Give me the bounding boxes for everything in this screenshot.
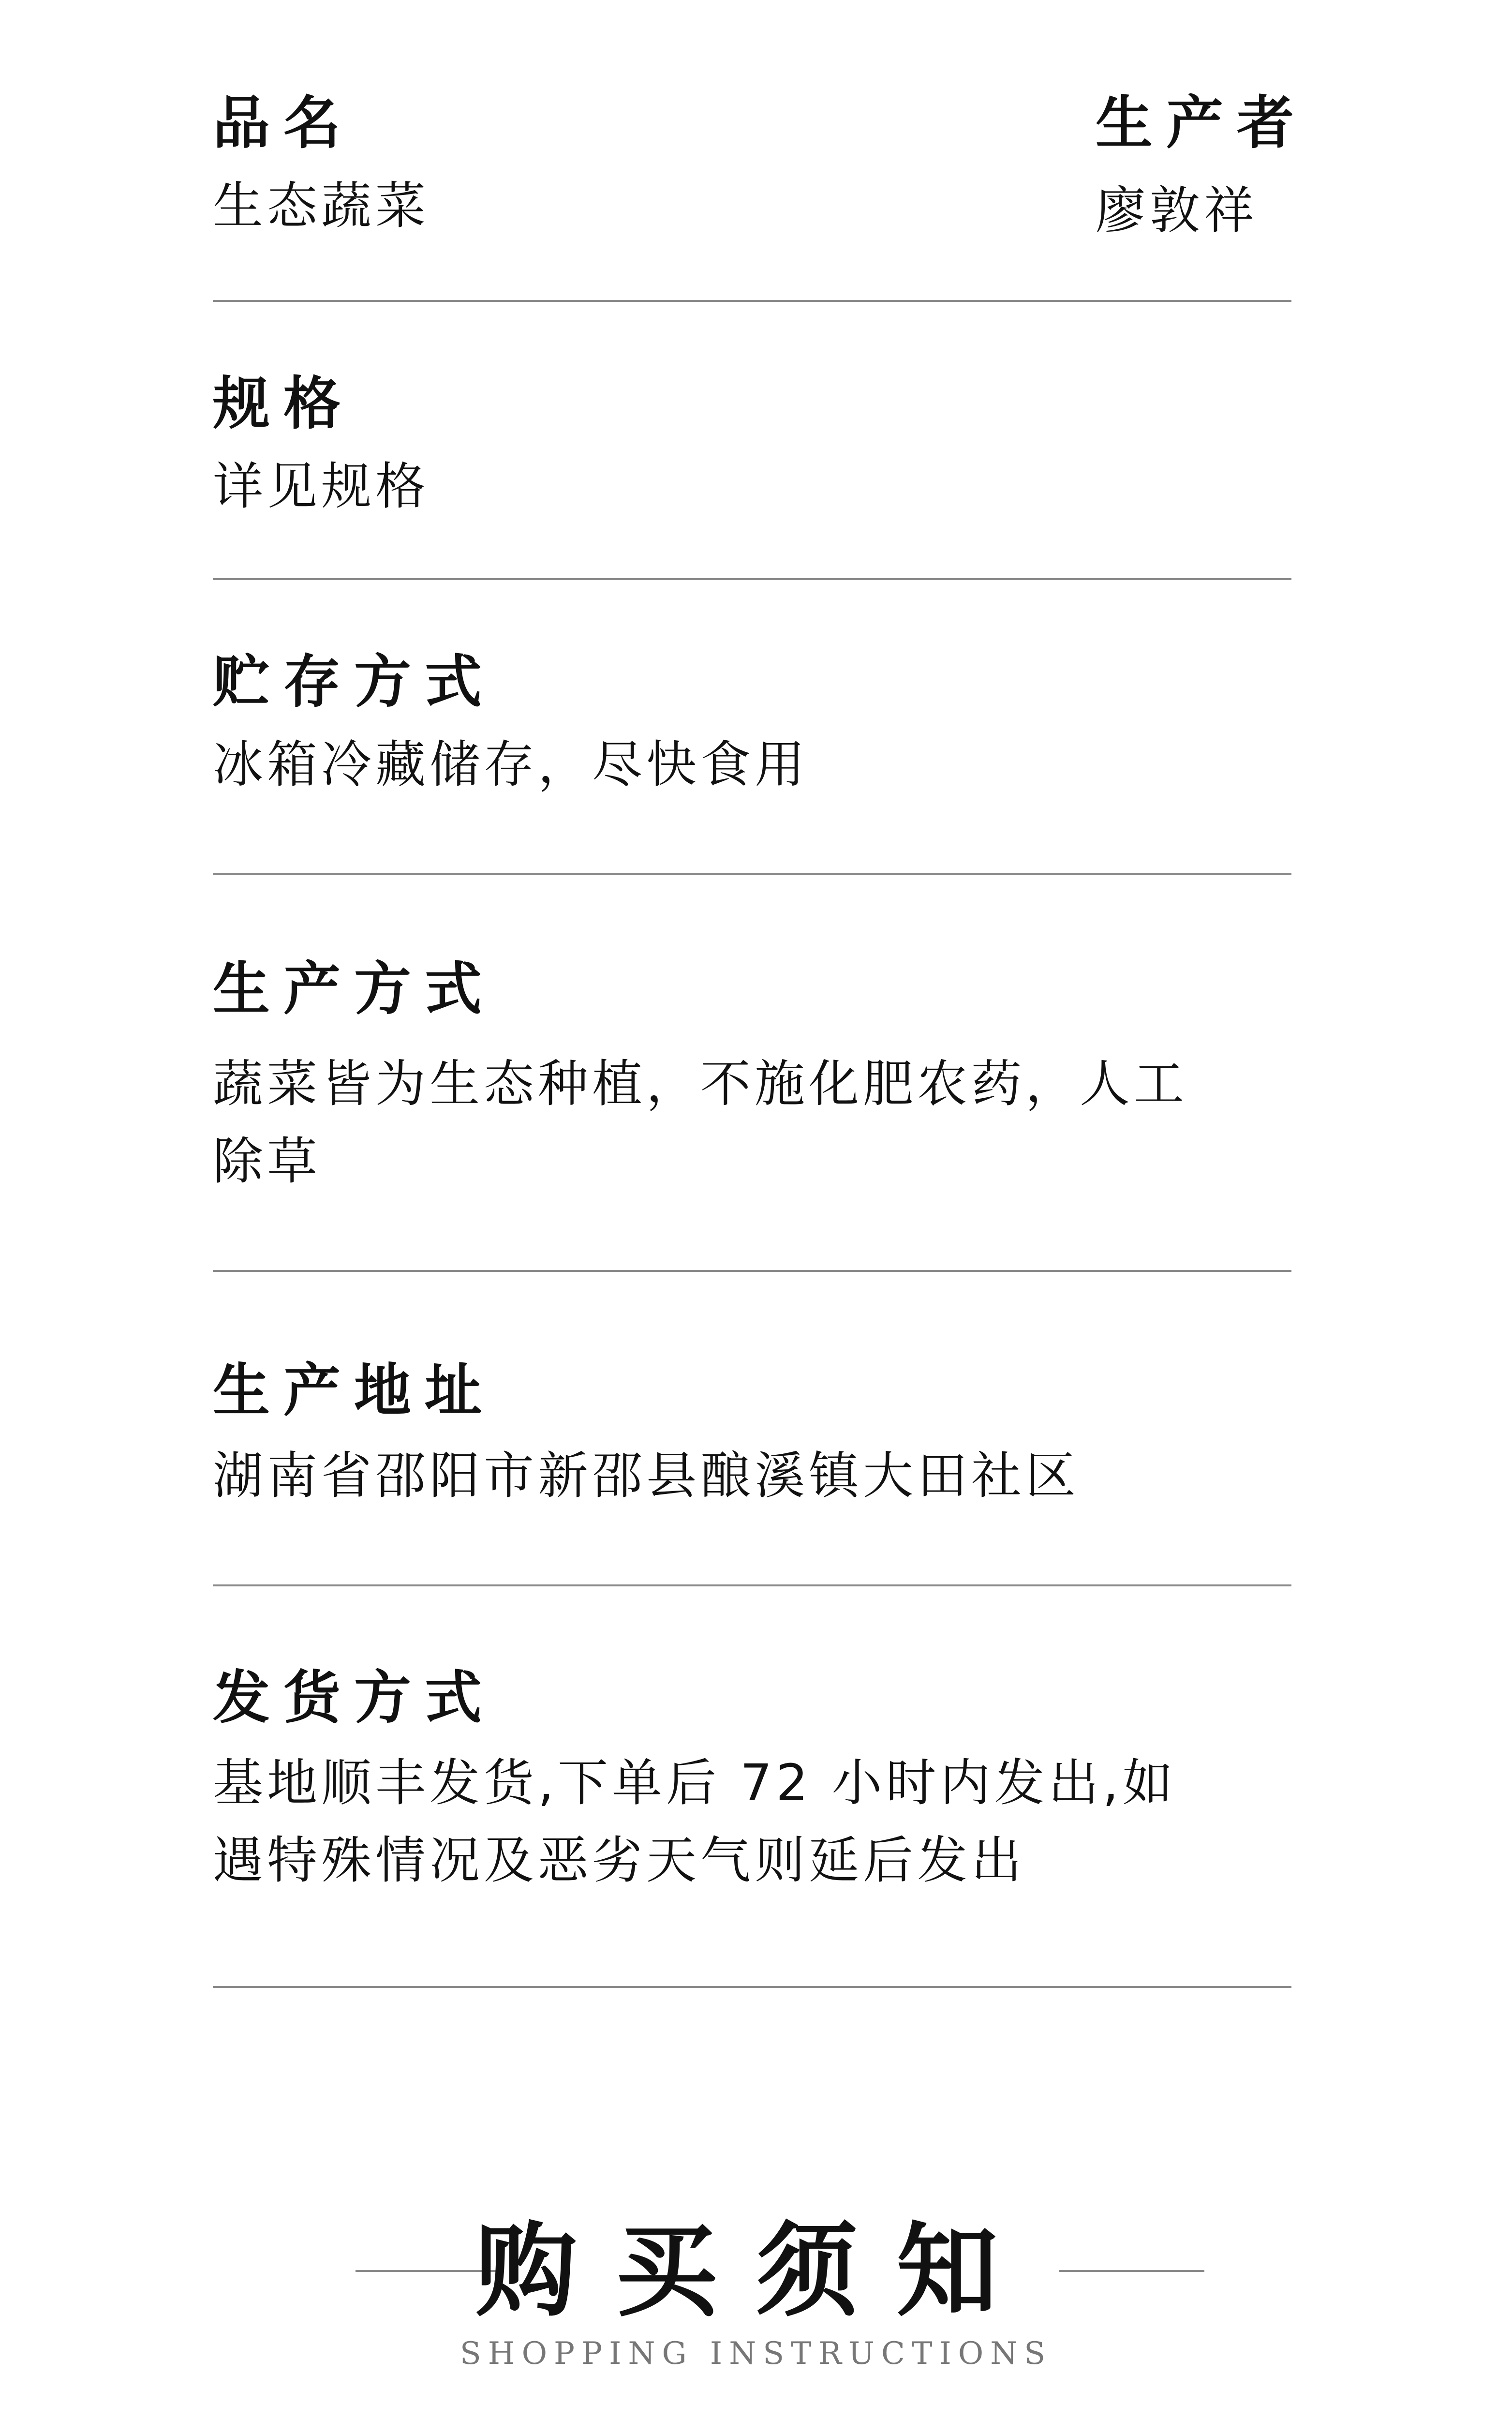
storage-label: 贮存方式 [213,648,496,715]
spec-label: 规格 [213,370,355,437]
section-subtitle: SHOPPING INSTRUCTIONS [460,2336,1052,2372]
divider [213,300,1291,302]
shipping-label: 发货方式 [213,1664,496,1731]
divider [213,1584,1291,1586]
producer-value: 廖敦祥 [1096,181,1259,240]
divider [213,1986,1291,1988]
section-title: 购买须知 [475,2212,1037,2330]
name-value: 生态蔬菜 [213,176,430,235]
method-value-line2: 除草 [213,1132,322,1191]
method-label: 生产方式 [213,956,496,1022]
divider [213,578,1291,580]
address-label: 生产地址 [213,1357,496,1424]
storage-value: 冰箱冷藏储存，尽快食用 [213,735,809,794]
address-value: 湖南省邵阳市新邵县酿溪镇大田社区 [213,1446,1080,1505]
shipping-value-line2: 遇特殊情况及恶劣天气则延后发出 [213,1831,1026,1890]
name-label: 品名 [213,90,355,156]
method-value-line1: 蔬菜皆为生态种植，不施化肥农药，人工 [213,1054,1188,1113]
shipping-value-line1: 基地顺丰发货,下单后 72 小时内发出,如 [213,1753,1177,1812]
spec-value: 详见规格 [213,457,430,516]
divider [213,873,1291,875]
divider [213,1270,1291,1272]
producer-label: 生产者 [1096,90,1308,156]
